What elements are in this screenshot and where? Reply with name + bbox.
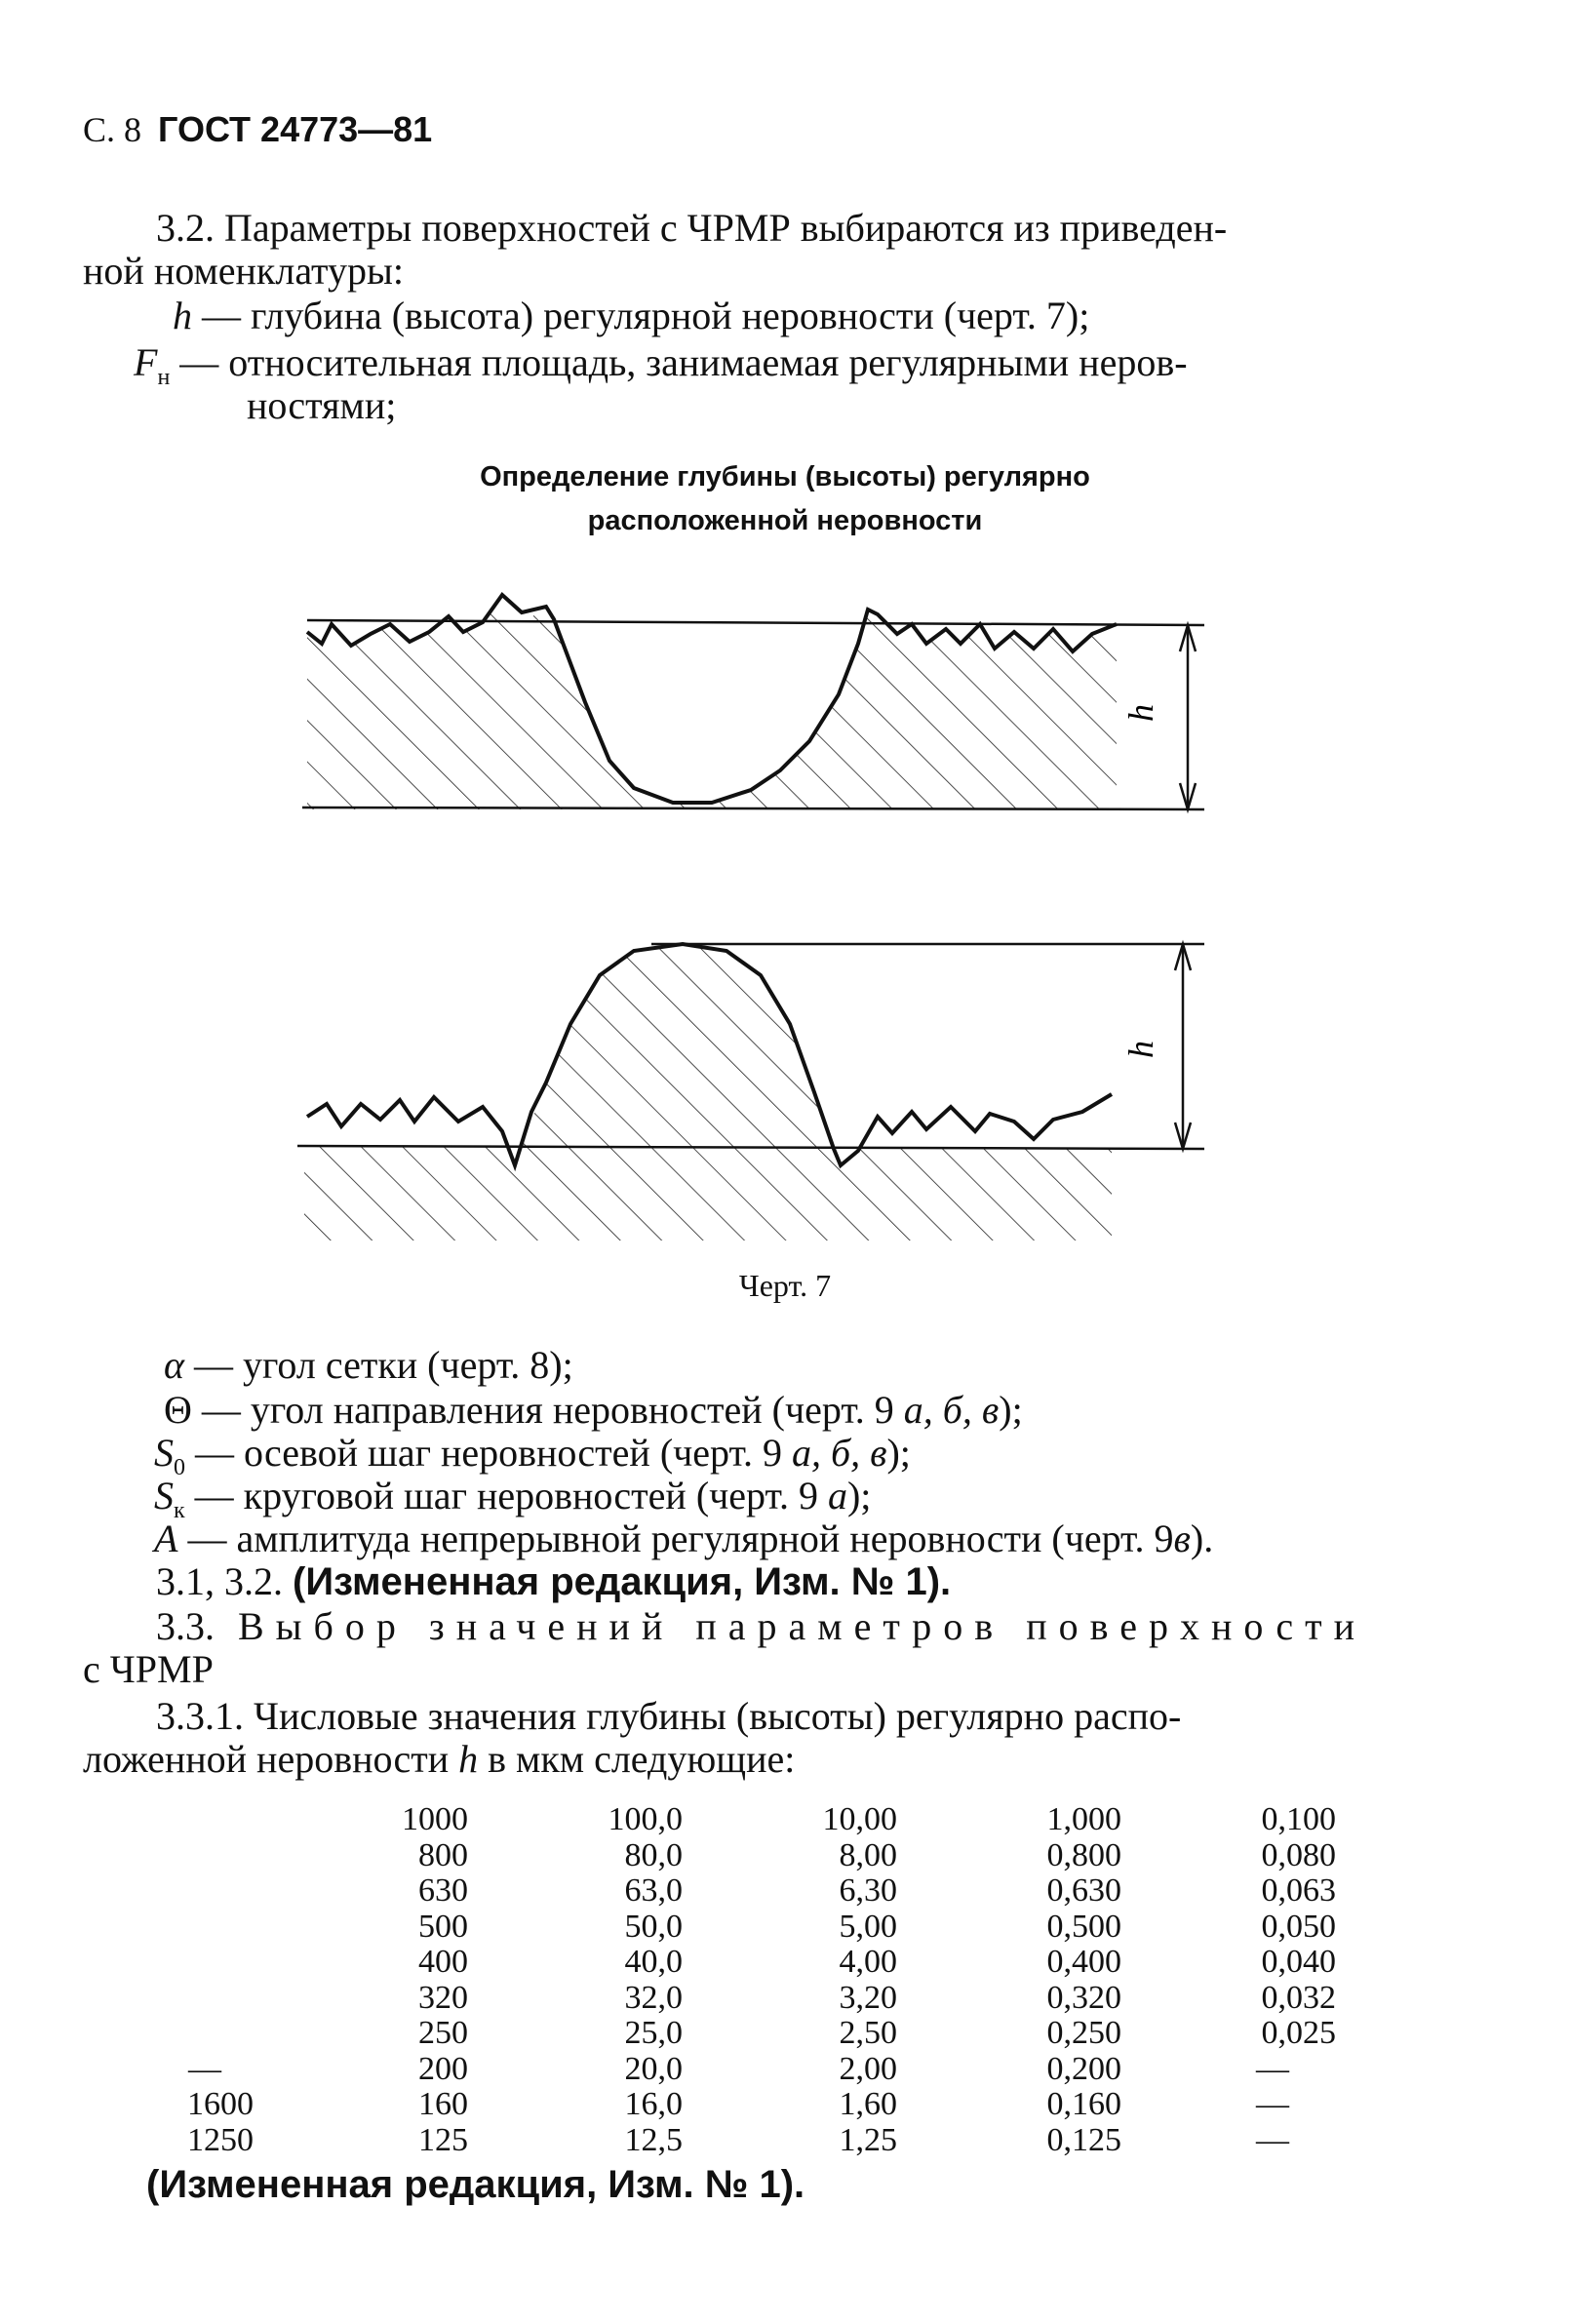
intro-line-2: ной номенклатуры: [83, 249, 404, 293]
table-cell: 630 [418, 1872, 468, 1909]
protrusion-h-label: h [1121, 1041, 1160, 1058]
values-column-4 [780, 1802, 897, 2158]
table-cell: — [1256, 2050, 1289, 2087]
section-3-3-title-2: с ЧРМР [83, 1647, 214, 1691]
intro-line-1: 3.2. Параметры поверхностей с ЧРМР выбираются из приведен- [156, 206, 1228, 250]
table-cell: 1,60 [839, 2086, 897, 2122]
param-f-subscript: н [157, 365, 171, 390]
figure-title-2: расположенной неровности [587, 505, 983, 536]
table-cell: 800 [418, 1836, 468, 1873]
table-cell: 160 [418, 2086, 468, 2122]
table-cell: 400 [418, 1944, 468, 1980]
values-column-6 [1209, 1802, 1336, 2158]
table-cell: 125 [418, 2121, 468, 2158]
table-cell: 100,0 [608, 1801, 683, 1837]
param-alpha-symbol: α [164, 1343, 184, 1387]
section-3-3-1-line-2: ложенной неровности h в мкм следующие: [83, 1737, 796, 1781]
table-cell: 0,400 [1046, 1944, 1121, 1980]
table-cell: 0,250 [1046, 2015, 1121, 2051]
table-cell: 0,050 [1261, 1908, 1336, 1945]
table-cell: 0,063 [1261, 1872, 1336, 1909]
param-a-symbol: A [154, 1517, 178, 1560]
table-cell: 1,000 [1046, 1801, 1121, 1837]
page-number: С. 8 [83, 110, 142, 149]
depression-hatch-left [307, 595, 1117, 809]
param-s0: $S_0$ — осевой шаг неровностей (черт. 9 а, б, в); [154, 1431, 911, 1480]
table-cell: 1000 [402, 1801, 468, 1837]
param-sk-symbol: S [154, 1474, 174, 1517]
section-3-3-title: Выбор значений параметров поверхности [238, 1604, 1367, 1648]
param-h-symbol: h [173, 294, 192, 337]
table-cell: 5,00 [839, 1908, 897, 1945]
table-cell: 3,20 [839, 1979, 897, 2016]
section-3-3-heading: 3.3. Выбор значений параметров поверхности [156, 1604, 1367, 1648]
protrusion-hatch [304, 944, 1112, 1241]
table-cell: 16,0 [624, 2086, 683, 2122]
table-cell: 0,160 [1046, 2086, 1121, 2122]
values-column-1 [156, 1802, 254, 2158]
table-cell: 1600 [187, 2086, 254, 2122]
param-f-text: — относительная площадь, занимаемая регулярными неров- [170, 340, 1188, 384]
table-cell: 25,0 [624, 2015, 683, 2051]
param-f-line-2: ностями; [247, 383, 397, 427]
table-cell: 20,0 [624, 2050, 683, 2087]
table-cell: 6,30 [839, 1872, 897, 1909]
table-cell: 0,200 [1046, 2050, 1121, 2087]
table-cell: 200 [418, 2050, 468, 2087]
param-amplitude: A — амплитуда непрерывной регулярной неровности (черт. 9в). [154, 1517, 1214, 1560]
table-cell: 4,00 [839, 1944, 897, 1980]
param-h-text: — глубина (высота) регулярной неровности (черт. 7); [192, 294, 1090, 337]
table-cell: 0,025 [1261, 2015, 1336, 2051]
param-sk: $S_к$ — круговой шаг неровностей (черт. 9 а); [154, 1474, 872, 1523]
table-cell: 0,320 [1046, 1979, 1121, 2016]
table-cell: 8,00 [839, 1836, 897, 1873]
values-column-3 [566, 1802, 683, 2158]
depression-h-label: h [1121, 704, 1160, 722]
table-cell: 12,5 [624, 2121, 683, 2158]
table-cell: 80,0 [624, 1836, 683, 1873]
standard-code: ГОСТ 24773—81 [158, 109, 433, 149]
section-3-3-1-line-1: 3.3.1. Числовые значения глубины (высоты) регулярно распо- [156, 1694, 1182, 1738]
table-cell: 1250 [187, 2121, 254, 2158]
param-theta: Θ — угол направления неровностей (черт. 9 а, б, в); [164, 1388, 1023, 1432]
table-cell: 0,630 [1046, 1872, 1121, 1909]
values-column-5 [995, 1802, 1121, 2158]
table-cell [156, 1910, 254, 1946]
figure-caption: Черт. 7 [738, 1268, 832, 1303]
table-cell [156, 1873, 254, 1910]
table-cell: 50,0 [624, 1908, 683, 1945]
table-cell: 320 [418, 1979, 468, 2016]
edition-note-1: 3.1, 3.2. (Измененная редакция, Изм. № 1). [156, 1559, 952, 1603]
table-cell: 1,25 [839, 2121, 897, 2158]
table-cell: 0,080 [1261, 1836, 1336, 1873]
table-cell [156, 1945, 254, 1981]
table-cell: 0,125 [1046, 2121, 1121, 2158]
table-cell: 2,50 [839, 2015, 897, 2051]
param-theta-symbol: Θ [164, 1388, 192, 1432]
table-cell: — [188, 2050, 221, 2087]
param-s0-symbol: S [154, 1431, 174, 1475]
table-cell: 40,0 [624, 1944, 683, 1980]
param-f-symbol: F [134, 340, 158, 384]
table-cell [156, 1981, 254, 2017]
values-column-2 [361, 1802, 468, 2158]
table-cell: 2,00 [839, 2050, 897, 2087]
table-cell: 63,0 [624, 1872, 683, 1909]
table-cell: 250 [418, 2015, 468, 2051]
table-cell: 0,800 [1046, 1836, 1121, 1873]
param-alpha: α — угол сетки (черт. 8); [164, 1343, 573, 1387]
table-cell [156, 1802, 254, 1838]
table-cell: 32,0 [624, 1979, 683, 2016]
table-cell: 500 [418, 1908, 468, 1945]
figure-title-1: Определение глубины (высоты) регулярно [480, 461, 1090, 492]
table-cell: — [1256, 2086, 1289, 2122]
table-cell: — [1256, 2121, 1289, 2158]
table-cell: 0,100 [1261, 1801, 1336, 1837]
table-cell [156, 1838, 254, 1874]
table-cell: 10,00 [822, 1801, 897, 1837]
table-cell: 0,040 [1261, 1944, 1336, 1980]
table-cell: 0,500 [1046, 1908, 1121, 1945]
table-cell [156, 2016, 254, 2052]
edition-note-2: (Измененная редакция, Изм. № 1). [146, 2163, 805, 2206]
table-cell: 0,032 [1261, 1979, 1336, 2016]
